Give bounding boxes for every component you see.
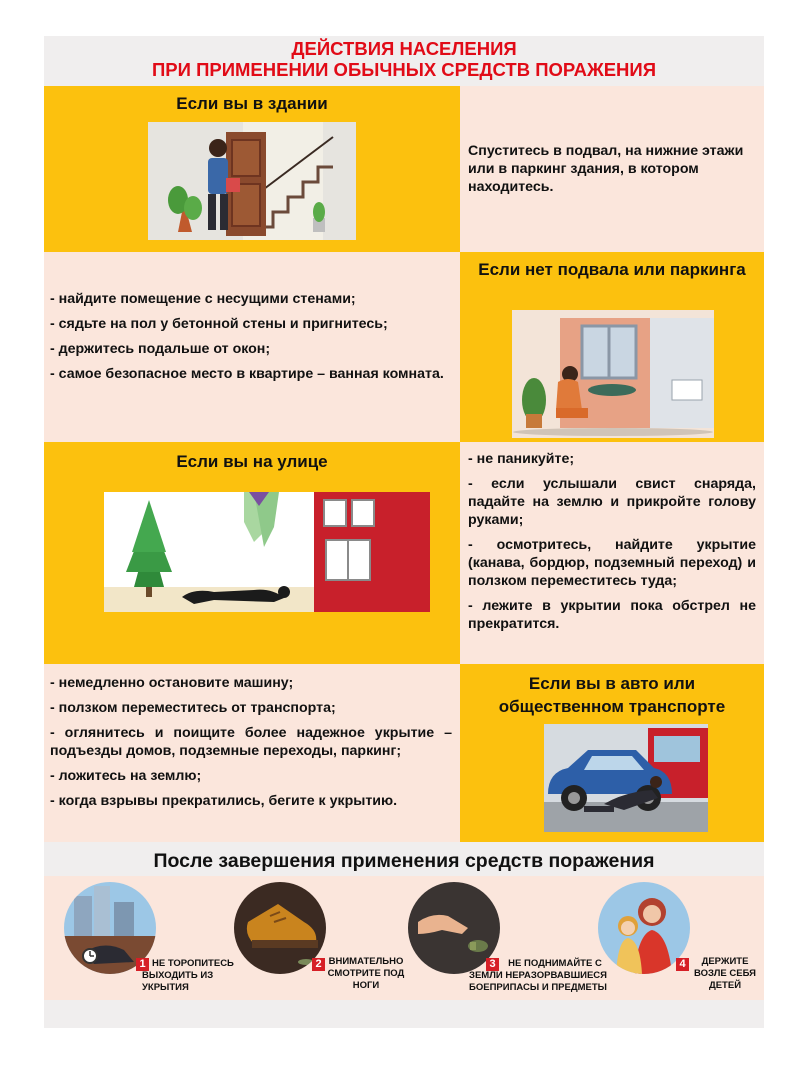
list-item: - ползком переместитесь от транспорта; [50, 700, 336, 716]
list-item: - сядьте на пол у бетонной стены и пригнитесь; [50, 316, 388, 332]
list-item: - самое безопасное место в квартире – ванная комната. [50, 366, 444, 382]
no-basement-heading: Если нет подвала или паркинга [478, 260, 746, 279]
building-heading: Если вы в здании [176, 94, 328, 113]
no-basement-panel [460, 252, 764, 442]
list-item: - осмотритесь, найдите укрытие (канава, бордюр, подземный переход) и ползком переместитесь туда; [468, 537, 756, 589]
no-basement-list-panel [44, 252, 460, 442]
list-item: - не паникуйте; [468, 451, 575, 467]
tip-2 [224, 876, 404, 1000]
list-item: - ложитесь на землю; [50, 768, 202, 784]
list-item: - когда взрывы прекратились, бегите к укрытию. [50, 793, 398, 809]
list-item: - лежите в укрытии пока обстрел не прекратится. [468, 598, 756, 632]
vehicle-list-panel [44, 664, 460, 842]
page-title [44, 38, 764, 80]
building-advice-text: Спуститесь в подвал, на нижние этажи или в паркинг здания, в котором находитесь. [468, 143, 744, 195]
building-illustration [148, 122, 356, 240]
street-panel [44, 442, 460, 664]
no-basement-illustration [512, 310, 714, 438]
vehicle-illustration [544, 724, 708, 832]
tip-number-2: 2 [312, 958, 325, 971]
tip-number-3: 3 [486, 958, 499, 971]
vehicle-heading: Если вы в авто или общественном транспорте [498, 674, 726, 716]
list-item: - если услышали свист снаряда, падайте на землю и прикройте голову руками; [468, 476, 756, 528]
street-heading: Если вы на улице [176, 452, 328, 471]
tip-4 [584, 876, 764, 1000]
after-tips-strip [44, 876, 764, 1000]
tip-text-3: НЕ ПОДНИМАЙТЕ С ЗЕМЛИ НЕРАЗОРВАВШИЕСЯ БОЕПРИПАСЫ И ПРЕДМЕТЫ [469, 958, 607, 993]
vehicle-list [50, 674, 452, 817]
building-panel [44, 86, 460, 252]
title-line-1: ДЕЙСТВИЯ НАСЕЛЕНИЯ [291, 38, 517, 59]
tip-text-1: НЕ ТОРОПИТЕСЬ ВЫХОДИТЬ ИЗ УКРЫТИЯ [142, 958, 234, 993]
street-illustration [104, 492, 430, 612]
vehicle-panel [460, 664, 764, 842]
list-item: - держитесь подальше от окон; [50, 341, 271, 357]
no-basement-list [50, 290, 452, 390]
street-list-panel [460, 442, 764, 664]
list-item: - немедленно остановите машину; [50, 675, 294, 691]
tip-number-1: 1 [136, 958, 149, 971]
list-item: - оглянитесь и поищите более надежное укрытие – подъезды домов, подземные переходы, паркинг; [50, 725, 452, 759]
street-list [468, 450, 756, 640]
tip-3 [404, 876, 607, 1000]
building-advice-panel [460, 86, 764, 252]
title-line-2: ПРИ ПРИМЕНЕНИИ ОБЫЧНЫХ СРЕДСТВ ПОРАЖЕНИЯ [152, 59, 656, 80]
tip-text-4: ДЕРЖИТЕ ВОЗЛЕ СЕБЯ ДЕТЕЙ [694, 956, 756, 991]
tip-1 [44, 876, 234, 1000]
poster [44, 36, 764, 1028]
tip-text-2: ВНИМАТЕЛЬНО СМОТРИТЕ ПОД НОГИ [327, 956, 405, 991]
tip-number-4: 4 [676, 958, 689, 971]
list-item: - найдите помещение с несущими стенами; [50, 291, 356, 307]
after-heading: После завершения применения средств поражения [153, 850, 655, 872]
